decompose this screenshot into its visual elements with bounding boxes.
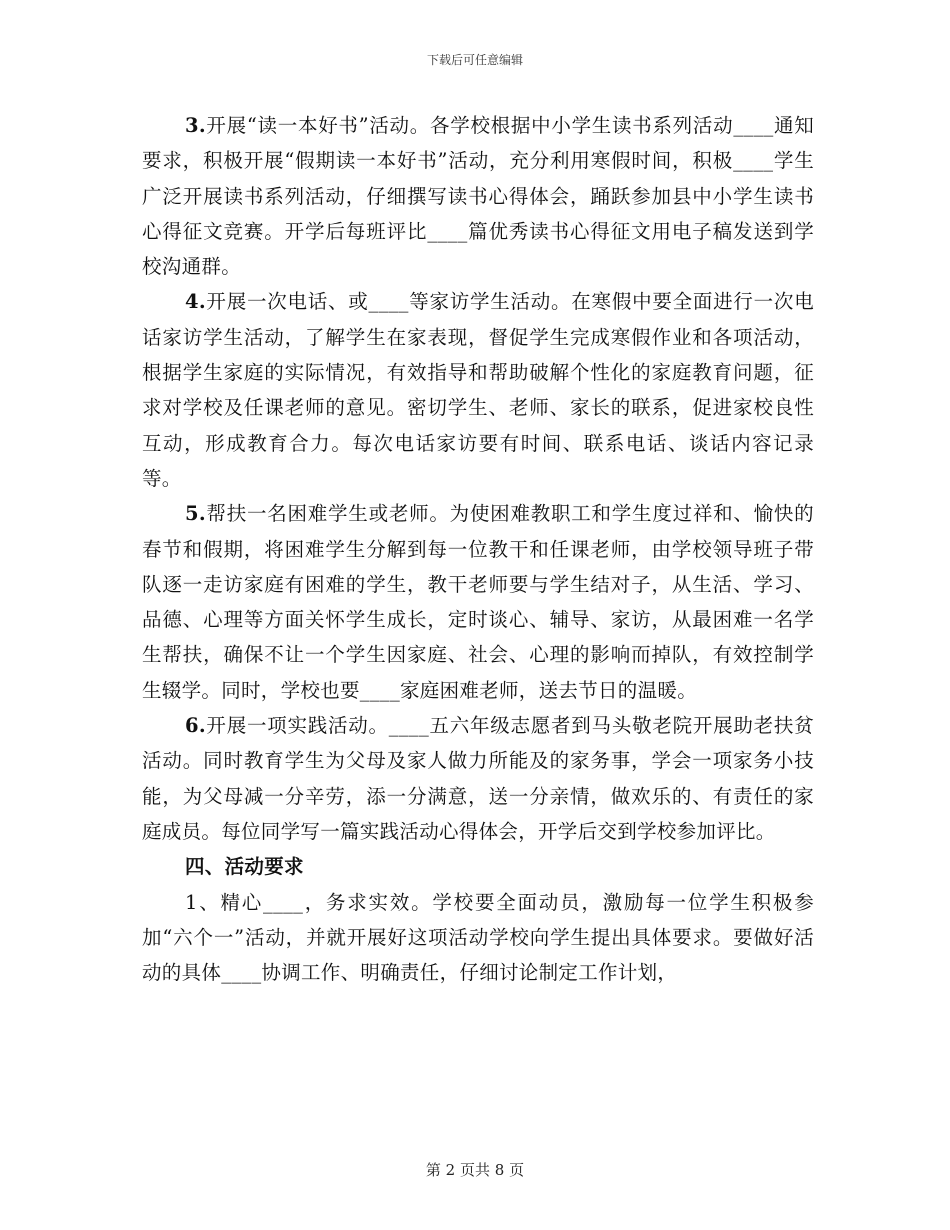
document-body	[142, 108, 814, 990]
item-6-text: 开展一项实践活动。____五六年级志愿者到马头敬老院开展助老扶贫活动。同时教育学生为父母及家人做力所能及的家务事，学会一项家务小技能，为父母减一分辛劳，添一分满意，送一分亲情，做欢乐的、有责任的家庭成员。每位同学写一篇实践活动心得体会，开学后交到学校参加评比。	[142, 714, 814, 843]
item-3-number: 3.	[185, 114, 206, 137]
item-5-number: 5.	[185, 502, 206, 526]
page-header: 下载后可任意编辑	[426, 53, 523, 67]
item-4-text: 开展一次电话、或____等家访学生活动。在寒假中要全面进行一次电话家访学生活动，了解学生在家表现，督促学生完成寒假作业和各项活动，根据学生家庭的实际情况，有效指导和帮助破解个性化的家庭教育问题，征求对学校及任课老师的意见。密切学生、老师、家长的联系，促进家校良性互动，形成教育合力。每次电话家访要有时间、联系电话、谈话内容记录等。	[142, 290, 814, 490]
item-4-paragraph	[142, 284, 814, 496]
item-6-paragraph	[142, 708, 814, 849]
item-3-paragraph	[142, 108, 814, 284]
item-3-text: 开展“读一本好书”活动。各学校根据中小学生读书系列活动____通知要求，积极开展“假期读一本好书”活动，充分利用寒假时间，积极____学生广泛开展读书系列活动，仔细撰写读书心得体会，踊跃参加县中小学生读书心得征文竞赛。开学后每班评比____篇优秀读书心得征文用电子稿发送到学校沟通群。	[142, 114, 815, 279]
page-footer: 第 2 页共 8 页	[425, 1161, 525, 1179]
section-heading: 四、活动要求	[185, 855, 304, 879]
item-5-paragraph	[142, 496, 814, 708]
item-6-number: 6.	[185, 714, 206, 738]
item-5-text: 帮扶一名困难学生或老师。为使困难教职工和学生度过祥和、愉快的春节和假期，将困难学生分解到每一位教干和任课老师，由学校领导班子带队逐一走访家庭有困难的学生，教干老师要与学生结对子，从生活、学习、品德、心理等方面关怀学生成长，定时谈心、辅导、家访，从最困难一名学生帮扶，确保不让一个学生因家庭、社会、心理的影响而掉队，有效控制学生辍学。同时，学校也要____家庭困难老师，送去节日的温暖。	[142, 502, 814, 702]
item-4-number: 4.	[185, 290, 206, 314]
requirement-1-paragraph: 1、精心____，务求实效。学校要全面动员，激励每一位学生积极参加“六个一”活动，并就开展好这项活动学校向学生提出具体要求。要做好活动的具体____协调工作、明确责任，仔细讨论制定工作计划，	[142, 890, 814, 985]
